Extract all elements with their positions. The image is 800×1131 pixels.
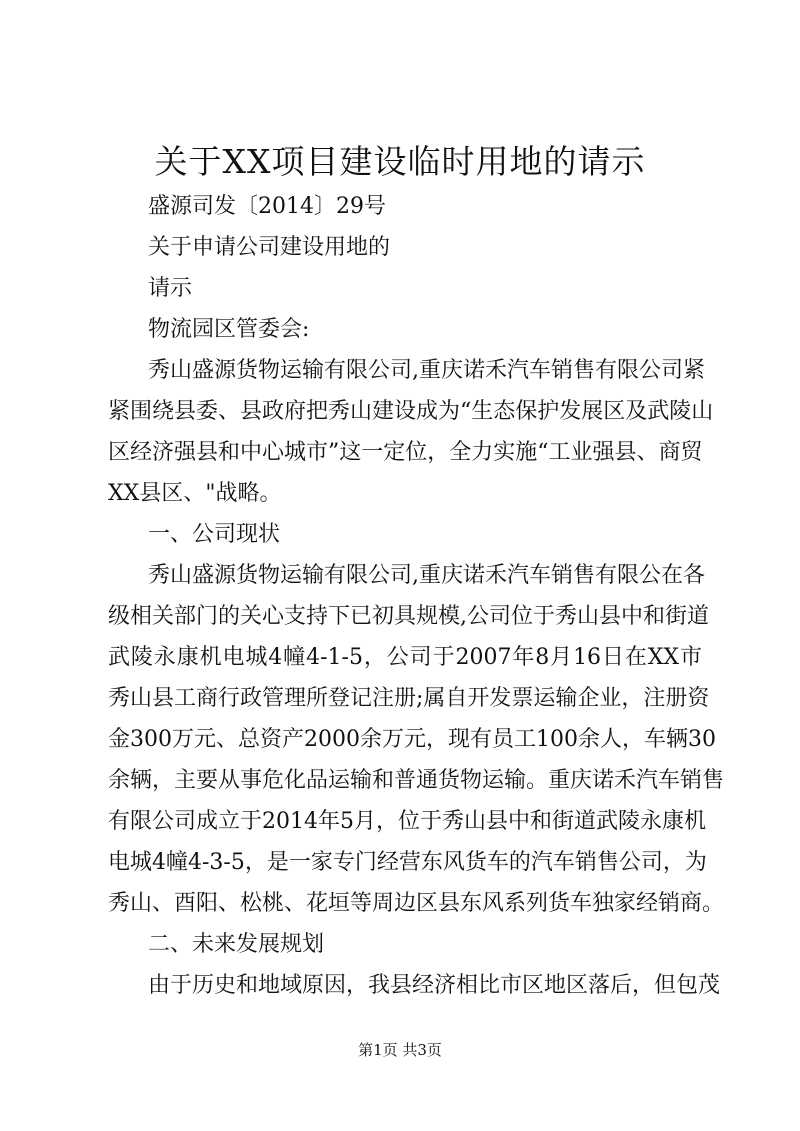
text-line: 物流园区管委会:	[148, 317, 310, 342]
text-line: 秀山盛源货物运输有限公司,重庆诺禾汽车销售有限公司紧	[148, 358, 705, 383]
text-line: 秀山县工商行政管理所登记注册;属自开发票运输企业，注册资	[108, 686, 710, 711]
text-line: 秀山盛源货物运输有限公司,重庆诺禾汽车销售有限公在各	[148, 563, 705, 588]
text-line: 秀山、酉阳、松桃、花垣等周边区县东风系列货车独家经销商。	[108, 891, 725, 916]
text-line: 金300万元、总资产2000余万元，现有员工100余人，车辆30	[108, 727, 716, 752]
text-line: 武陵永康机电城4幢4-1-5，公司于2007年8月16日在XX市	[108, 645, 702, 670]
text-line: 请示	[148, 276, 193, 301]
document-body	[108, 186, 725, 1006]
text-line: 有限公司成立于2014年5月，位于秀山县中和街道武陵永康机	[108, 809, 706, 834]
text-line: XX县区、"战略。	[108, 481, 282, 506]
text-line: 级相关部门的关心支持下已初具规模,公司位于秀山县中和街道	[108, 604, 709, 629]
text-line: 盛源司发〔2014〕29号	[148, 194, 386, 219]
document-title: 关于XX项目建设临时用地的请示	[154, 142, 646, 181]
text-line: 关于申请公司建设用地的	[148, 235, 391, 260]
text-line: 二、未来发展规划	[148, 932, 325, 957]
text-line: 由于历史和地域原因，我县经济相比市区地区落后，但包茂	[148, 973, 721, 998]
text-line: 电城4幢4-3-5，是一家专门经营东风货车的汽车销售公司，为	[108, 850, 707, 875]
text-line: 一、公司现状	[148, 522, 281, 547]
text-line: 区经济强县和中心城市”这一定位，全力实施“工业强县、商贸	[108, 440, 703, 465]
page-indicator: 第1页 共3页	[358, 1041, 442, 1059]
text-line: 余辆，主要从事危化品运输和普通货物运输。重庆诺禾汽车销售	[108, 768, 725, 793]
text-line: 紧围绕县委、县政府把秀山建设成为“生态保护发展区及武陵山	[108, 399, 714, 424]
